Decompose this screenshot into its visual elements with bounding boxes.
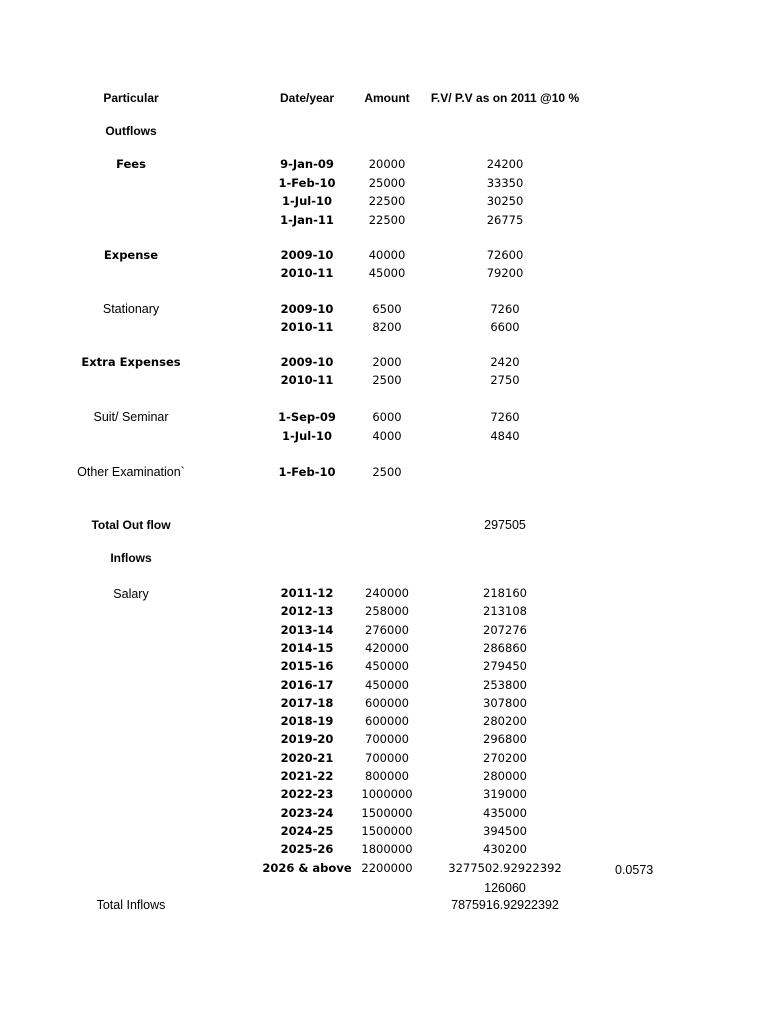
fees-row-1-amount: 20000 — [368, 157, 406, 171]
salary-row-2-amount: 258000 — [365, 604, 409, 618]
fees-row-4-date: 1-Jan-11 — [280, 213, 334, 227]
salary-row-3-value: 207276 — [483, 623, 527, 637]
outflows-section-label: Outflows — [105, 124, 157, 138]
header-particular: Particular — [103, 91, 159, 105]
salary-row-10-value: 270200 — [483, 751, 527, 765]
fees-row-1-date: 9-Jan-09 — [280, 157, 334, 171]
other-examination-row-1-amount: 2500 — [372, 465, 402, 479]
salary-row-14-value: 394500 — [483, 824, 527, 838]
extra-expenses-row-1-value: 2420 — [490, 355, 520, 369]
stationary-row-1-date: 2009-10 — [280, 302, 334, 316]
expense-label: Expense — [103, 248, 159, 262]
salary-row-11-value: 280000 — [483, 769, 527, 783]
extra-expenses-row-1-date: 2009-10 — [280, 355, 334, 369]
fees-row-1-value: 24200 — [486, 157, 524, 171]
expense-row-1-date: 2009-10 — [280, 248, 334, 262]
salary-label: Salary — [113, 587, 149, 601]
salary-row-5-date: 2015-16 — [280, 659, 334, 673]
salary-row-8-amount: 600000 — [365, 714, 409, 728]
expense-row-2-date: 2010-11 — [280, 266, 334, 280]
salary-row-1-value: 218160 — [483, 586, 527, 600]
salary-row-3-amount: 276000 — [365, 623, 409, 637]
total-inflows-label: Total Inflows — [96, 898, 166, 912]
salary-row-6-value: 253800 — [483, 678, 527, 692]
salary-row-13-date: 2023-24 — [280, 806, 334, 820]
salary-row-15-amount: 1800000 — [361, 842, 413, 856]
stationary-row-1-amount: 6500 — [372, 302, 402, 316]
extra-expenses-row-2-amount: 2500 — [372, 373, 402, 387]
suit-seminar-row-1-date: 1-Sep-09 — [278, 410, 336, 424]
salary-row-4-amount: 420000 — [365, 641, 409, 655]
salary-row-11-amount: 800000 — [365, 769, 409, 783]
stationary-row-2-value: 6600 — [490, 320, 520, 334]
salary-row-4-value: 286860 — [483, 641, 527, 655]
header-date-year: Date/year — [279, 91, 335, 105]
salary-row-3-date: 2013-14 — [280, 623, 334, 637]
total-outflow-value: 297505 — [484, 518, 526, 532]
salary-row-5-value: 279450 — [483, 659, 527, 673]
salary-row-12-amount: 1000000 — [361, 787, 413, 801]
salary-row-2-date: 2012-13 — [280, 604, 334, 618]
fees-row-3-amount: 22500 — [368, 194, 406, 208]
salary-row-13-value: 435000 — [483, 806, 527, 820]
stationary-row-1-value: 7260 — [490, 302, 520, 316]
salary-row-7-amount: 600000 — [365, 696, 409, 710]
salary-row-13-amount: 1500000 — [361, 806, 413, 820]
fees-row-2-date: 1-Feb-10 — [278, 176, 336, 190]
salary-row-11-date: 2021-22 — [280, 769, 334, 783]
suit-seminar-row-2-date: 1-Jul-10 — [282, 429, 332, 443]
salary-row-14-date: 2024-25 — [280, 824, 334, 838]
header-amount: Amount — [364, 91, 410, 105]
total-inflows-value: 7875916.92922392 — [451, 898, 559, 912]
stationary-row-2-amount: 8200 — [372, 320, 402, 334]
salary-row-12-date: 2022-23 — [280, 787, 334, 801]
salary-row-10-amount: 700000 — [365, 751, 409, 765]
fees-row-2-value: 33350 — [486, 176, 524, 190]
suit-seminar-row-2-value: 4840 — [490, 429, 520, 443]
extra-expenses-label: Extra Expenses — [81, 355, 181, 369]
fees-row-4-amount: 22500 — [368, 213, 406, 227]
extra-expenses-row-2-value: 2750 — [490, 373, 520, 387]
salary-row-9-date: 2019-20 — [280, 732, 334, 746]
fees-row-2-amount: 25000 — [368, 176, 406, 190]
salary-row-16-value: 3277502.92922392 — [448, 861, 562, 875]
salary-row-16-date: 2026 & above — [262, 861, 352, 875]
total-outflow-label: Total Out flow — [91, 518, 171, 532]
extra-expenses-row-1-amount: 2000 — [372, 355, 402, 369]
other-examination-label: Other Examination` — [77, 465, 185, 479]
salary-row-6-date: 2016-17 — [280, 678, 334, 692]
salary-row-15-value: 430200 — [483, 842, 527, 856]
expense-row-2-amount: 45000 — [368, 266, 406, 280]
salary-row-6-amount: 450000 — [365, 678, 409, 692]
salary-row-5-amount: 450000 — [365, 659, 409, 673]
salary-row-1-amount: 240000 — [365, 586, 409, 600]
salary-row-9-amount: 700000 — [365, 732, 409, 746]
stationary-row-2-date: 2010-11 — [280, 320, 334, 334]
fees-row-3-date: 1-Jul-10 — [282, 194, 332, 208]
expense-row-1-value: 72600 — [486, 248, 524, 262]
salary-row-8-value: 280200 — [483, 714, 527, 728]
salary-row-7-value: 307800 — [483, 696, 527, 710]
suit-seminar-label: Suit/ Seminar — [93, 410, 169, 424]
stationary-label: Stationary — [102, 302, 160, 316]
salary-row-4-date: 2014-15 — [280, 641, 334, 655]
suit-seminar-row-1-value: 7260 — [490, 410, 520, 424]
suit-seminar-row-2-amount: 4000 — [372, 429, 402, 443]
side-value: 0.0573 — [615, 863, 654, 877]
salary-row-14-amount: 1500000 — [361, 824, 413, 838]
salary-row-1-date: 2011-12 — [280, 586, 334, 600]
header-fv-pv: F.V/ P.V as on 2011 @10 % — [430, 91, 580, 105]
salary-row-8-date: 2018-19 — [280, 714, 334, 728]
fees-label: Fees — [116, 157, 146, 171]
salary-row-9-value: 296800 — [483, 732, 527, 746]
fees-row-3-value: 30250 — [486, 194, 524, 208]
extra-expenses-row-2-date: 2010-11 — [280, 373, 334, 387]
salary-row-10-date: 2020-21 — [280, 751, 334, 765]
salary-row-7-date: 2017-18 — [280, 696, 334, 710]
salary-row-2-value: 213108 — [483, 604, 527, 618]
inflows-section-label: Inflows — [110, 551, 152, 565]
salary-row-12-value: 319000 — [483, 787, 527, 801]
suit-seminar-row-1-amount: 6000 — [372, 410, 402, 424]
salary-row-16-amount: 2200000 — [361, 861, 413, 875]
salary-row-15-date: 2025-26 — [280, 842, 334, 856]
expense-row-1-amount: 40000 — [368, 248, 406, 262]
expense-row-2-value: 79200 — [486, 266, 524, 280]
extra-value: 126060 — [484, 881, 526, 895]
fees-row-4-value: 26775 — [486, 213, 524, 227]
other-examination-row-1-date: 1-Feb-10 — [278, 465, 336, 479]
